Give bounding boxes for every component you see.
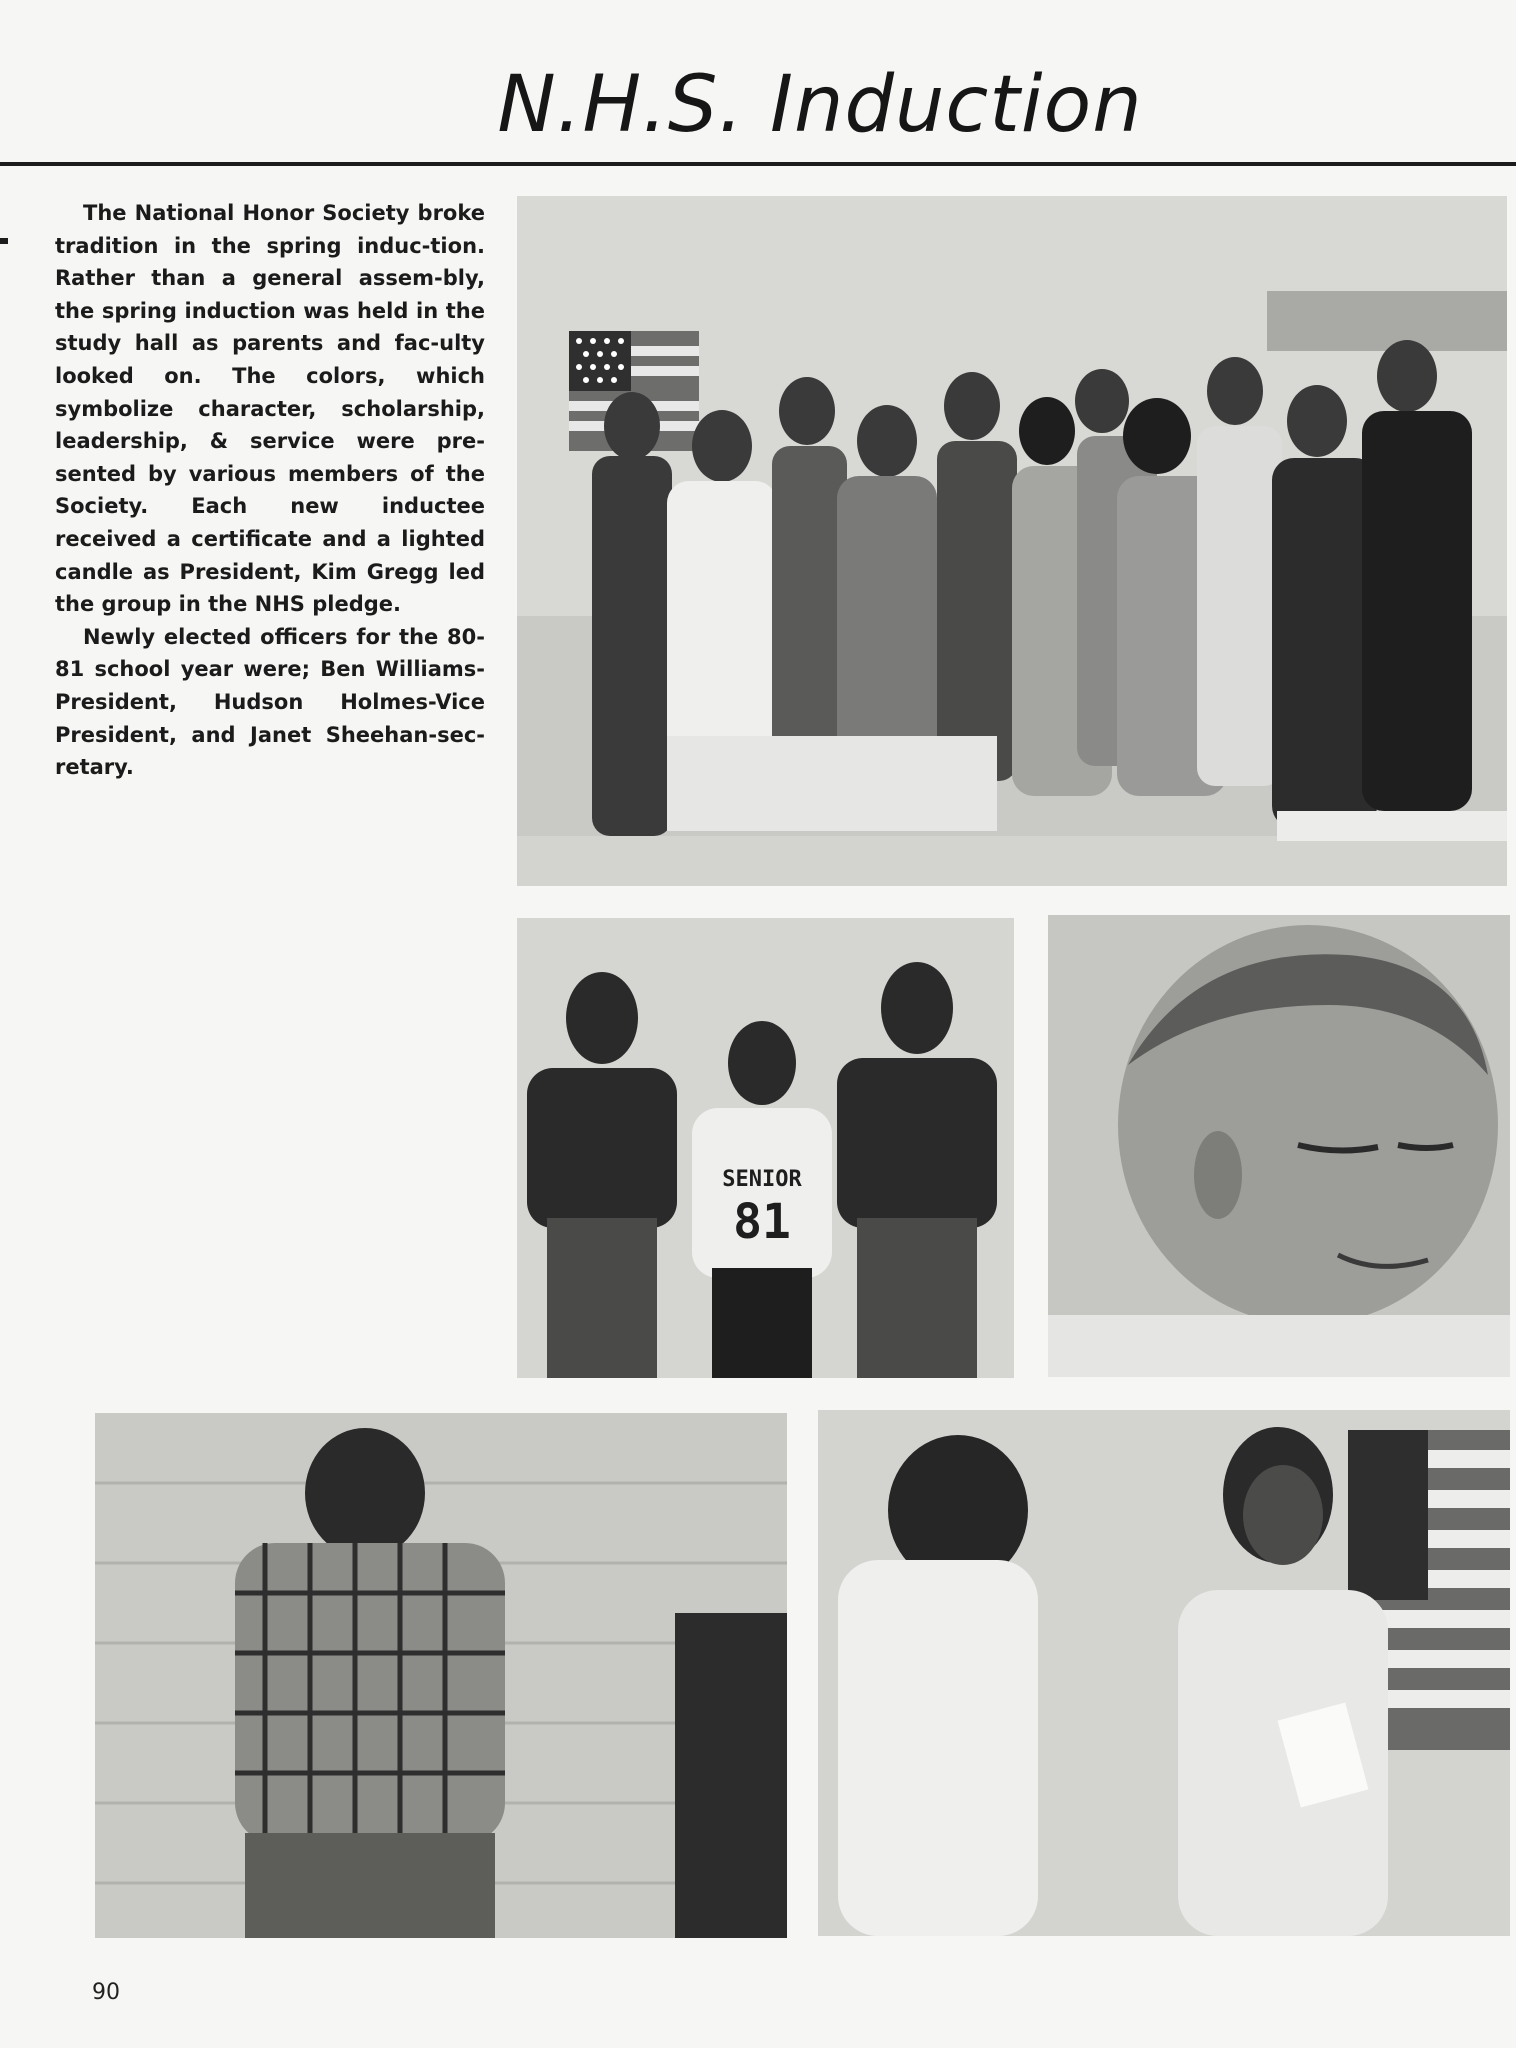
certificate-photo-image	[818, 1410, 1510, 1936]
edge-mark	[0, 238, 8, 244]
shirt-number: 81	[733, 1194, 791, 1250]
portrait-photo-image	[1048, 915, 1510, 1377]
plaid-shirt-photo-image	[95, 1413, 787, 1938]
shirt-text: SENIOR	[722, 1167, 802, 1192]
article-text	[55, 197, 485, 784]
portrait-photo	[1048, 915, 1510, 1377]
group-photo	[517, 196, 1507, 886]
officers-photo-image	[517, 918, 1014, 1378]
article-paragraph: The National Honor Society broke tradition in the spring induc-tion. Rather than a general assem-bly, the spring induction was held in the study hall as parents and fac-ulty looked on. The colors, which symbolize character, scholarship, leadership, & service were pre-sented by various members of the Society. Each new inductee received a certificate and a lighted candle as President, Kim Gregg led the group in the NHS pledge.	[55, 201, 485, 617]
page-number: 90	[92, 1980, 120, 2005]
plaid-shirt-photo	[95, 1413, 787, 1938]
certificate-photo	[818, 1410, 1510, 1936]
title-rule	[0, 162, 1516, 166]
article-paragraph: Newly elected officers for the 80-81 school year were; Ben Williams-President, Hudson Holmes-Vice President, and Janet Sheehan-sec-retary.	[55, 624, 485, 780]
officers-photo	[517, 918, 1014, 1378]
group-photo-image	[517, 196, 1507, 886]
page-title: N.H.S. Induction	[497, 60, 1143, 150]
